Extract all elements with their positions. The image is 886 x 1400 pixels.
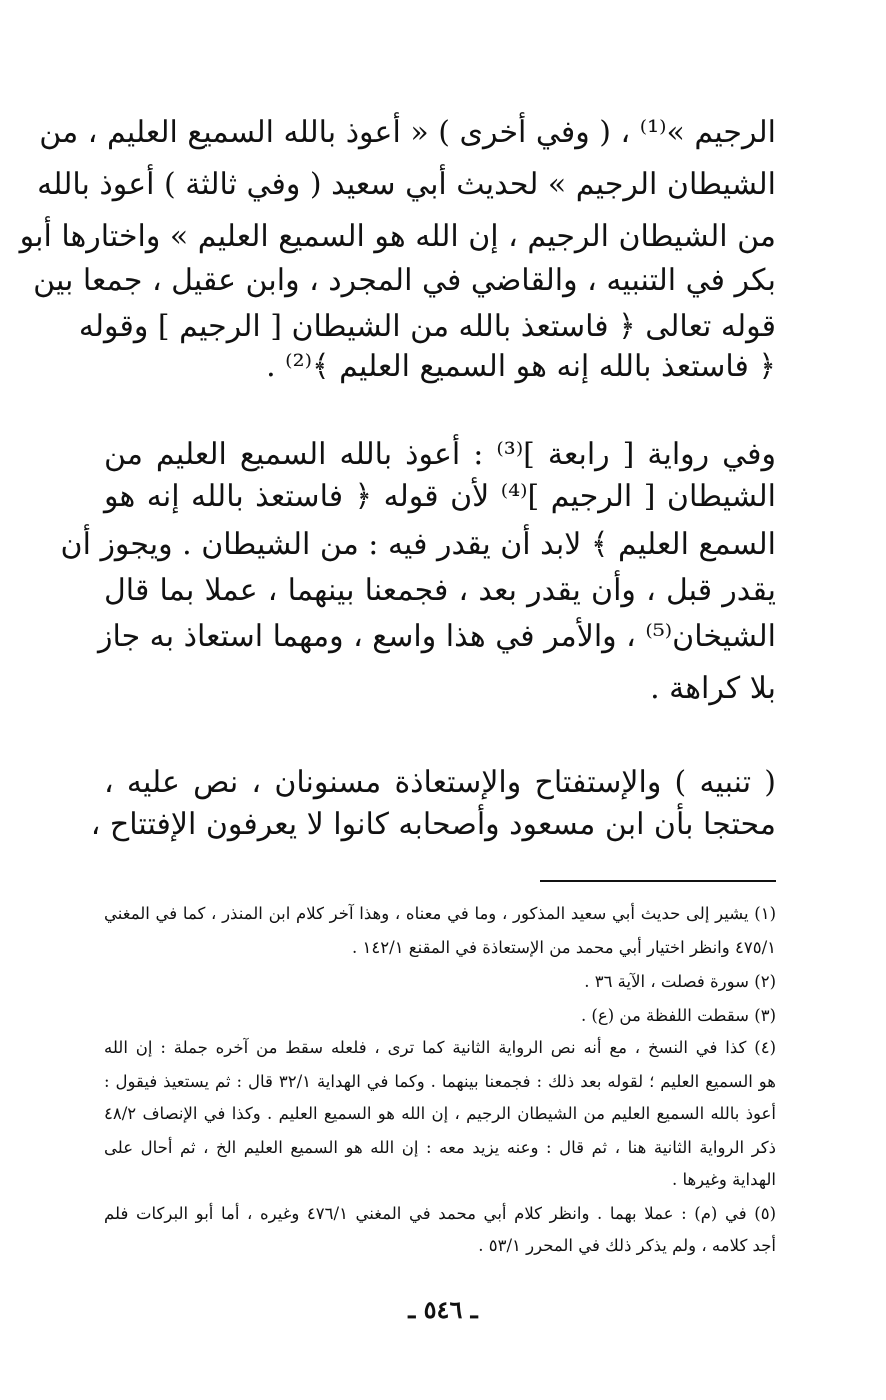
body-line: ( تنبيه ) والإستفتاح والإستعاذة مسنونان ، نص عليه ،: [104, 765, 776, 800]
footnote-line: الهداية وغيرها .: [671, 1170, 776, 1189]
footnote-line: ٤٧٥/١ وانظر اختيار أبي محمد من الإستعاذة في المقنع ١٤٢/١ .: [352, 938, 776, 957]
body-line: يقدر قبل ، وأن يقدر بعد ، فجمعنا بينهما ، عملا بما قال: [104, 573, 776, 608]
footnote-line: (٥) في (م) : عملا بهما . وانظر كلام أبي محمد في المغني ٤٧٦/١ وغيره ، أما أبو البركات فلم: [104, 1204, 776, 1223]
footnote-line: أجد كلامه ، ولم يذكر ذلك في المحرر ٥٣/١ .: [478, 1236, 776, 1255]
body-line: وفي رواية [ رابعة ]⁽³⁾ : أعوذ بالله السميع العليم من: [104, 437, 776, 472]
page-number: ـ ٥٤٦ ـ: [408, 1295, 478, 1324]
footnote-line: ذكر الرواية الثانية هنا ، ثم قال : وعنه يزيد معه : إن الله هو السميع العليم الخ ، ثم أحال على: [104, 1138, 776, 1157]
body-line: الشيطان الرجيم » لحديث أبي سعيد ( وفي ثالثة ) أعوذ بالله: [37, 167, 776, 202]
body-line: الشيخان⁽⁵⁾ ، والأمر في هذا واسع ، ومهما استعاذ به جاز: [97, 619, 776, 654]
footnote-line: (١) يشير إلى حديث أبي سعيد المذكور ، وما في معناه ، وهذا آخر كلام ابن المنذر ، كما في المغني: [104, 904, 776, 923]
body-line: قوله تعالى ﴿ فاستعذ بالله من الشيطان [ الرجيم ] وقوله: [78, 309, 776, 344]
body-line: بكر في التنبيه ، والقاضي في المجرد ، وابن عقيل ، جمعا بين: [33, 263, 776, 298]
body-line: بلا كراهة .: [650, 671, 776, 706]
footnote-line: (٣) سقطت اللفظة من (ع) .: [580, 1006, 776, 1025]
footnote-line: أعوذ بالله السميع العليم من الشيطان الرجيم ، إن الله هو السميع العليم . وكذا في الإنصاف ٤٨/٢: [104, 1104, 776, 1123]
body-line: السمع العليم ﴾ لابد أن يقدر فيه : من الشيطان . ويجوز أن: [60, 527, 776, 562]
body-line: ﴿ فاستعذ بالله إنه هو السميع العليم ﴾⁽²⁾ .: [266, 349, 776, 384]
footnote-line: (٤) كذا في النسخ ، مع أنه نص الرواية الثانية كما ترى ، فلعله سقط من آخره جملة : إن الله: [104, 1038, 776, 1057]
footnote-separator: [540, 880, 776, 882]
footnote-line: (٢) سورة فصلت ، الآية ٣٦ .: [584, 972, 776, 991]
body-line: الرجيم »⁽¹⁾ ، ( وفي أخرى ) « أعوذ بالله السميع العليم ، من: [39, 115, 776, 150]
footnote-line: هو السميع العليم ؛ لقوله بعد ذلك : فجمعنا بينهما . وكما في الهداية ٣٢/١ قال : ثم يستعيذ فيقول :: [104, 1072, 776, 1091]
body-line: الشيطان [ الرجيم ]⁽⁴⁾ لأن قوله ﴿ فاستعذ بالله إنه هو: [104, 479, 776, 514]
body-line: محتجا بأن ابن مسعود وأصحابه كانوا لا يعرفون الإفتتاح ،: [90, 807, 776, 842]
body-line: من الشيطان الرجيم ، إن الله هو السميع العليم » واختارها أبو: [19, 219, 776, 254]
